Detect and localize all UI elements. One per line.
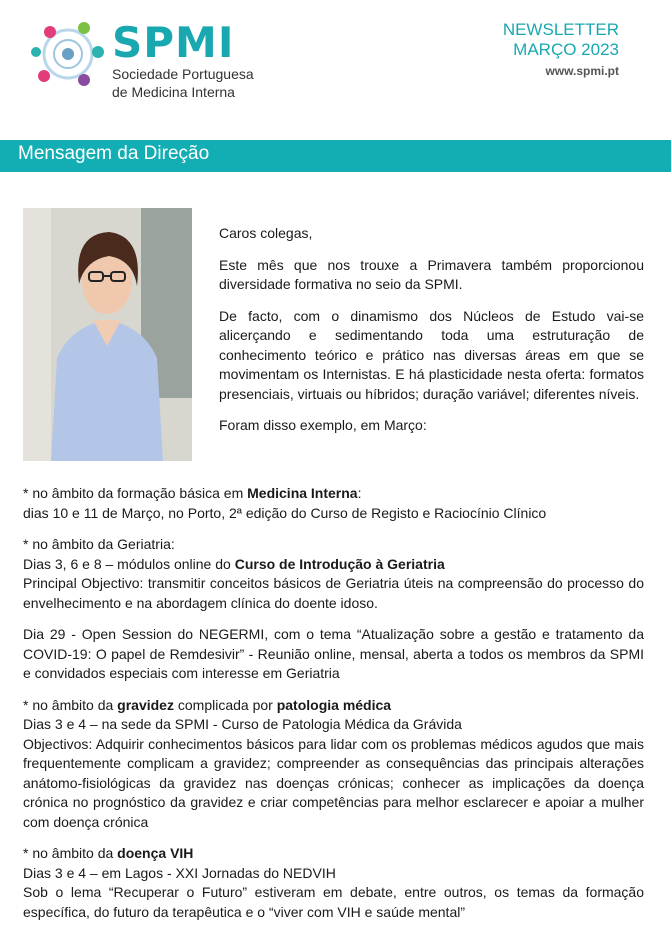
grav-text-bold-1: gravidez xyxy=(117,696,174,713)
grav-text-a: * no âmbito da xyxy=(23,696,118,713)
mi-text-bold: Medicina Interna xyxy=(247,485,358,501)
intro-paragraph-1: Este mês que nos trouxe a Primavera também proporcionou diversidade formativa no seio da SPMI. xyxy=(219,256,644,292)
section-banner xyxy=(0,140,671,172)
greeting: Caros colegas, xyxy=(219,225,313,241)
section-medicina-interna xyxy=(23,484,644,523)
grav-line-2: Dias 3 e 4 – na sede da SPMI - Curso de Patologia Médica da Grávida xyxy=(23,716,462,732)
ger-heading: * no âmbito da Geriatria: xyxy=(23,536,175,552)
mi-text-c: : xyxy=(357,485,362,501)
intro-paragraph-2: De facto, com o dinamismo dos Núcleos de Estudo vai-se alicerçando e sedimentando toda uma estruturação de conhecimento teórico e prático nas diversas áreas em que se movimentam os Internistas. E há plasticidade nesta oferta: formatos presenciais, virtuais ou híbridos; duração variável; diferentes níveis. xyxy=(219,307,644,402)
director-photo xyxy=(23,208,192,461)
mi-text-a: * no âmbito da formação básica em xyxy=(23,485,248,501)
newsletter-info xyxy=(503,20,619,81)
section-gravidez xyxy=(23,696,644,833)
ger-objective: Principal Objectivo: transmitir conceitos básicos de Geriatria úteis na compreensão do processo do envelhecimento e na abordagem clínica do doente idoso. xyxy=(23,575,644,611)
intro-paragraph-3: Foram disso exemplo, em Março: xyxy=(219,417,427,433)
grav-text-bold-2: patologia médica xyxy=(276,696,392,713)
brand-block xyxy=(112,18,254,100)
mi-line-2: dias 10 e 11 de Março, no Porto, 2ª edição do Curso de Registo e Raciocínio Clínico xyxy=(23,504,547,521)
org-name-line2: de Medicina Interna xyxy=(112,84,235,100)
section-title: Mensagem da Direção xyxy=(18,143,210,164)
article-body xyxy=(23,484,644,934)
spmi-logo-icon xyxy=(28,18,108,90)
website-link[interactable]: www.spmi.pt xyxy=(545,64,619,78)
section-negermi: Dia 29 - Open Session do NEGERMI, com o tema “Atualização sobre a gestão e tratamento da COVID-19: O papel de Remdesivir” - Reunião online, mensal, aberta a todos os membros da SPMI e convidados especiais com interesse em Geriatria xyxy=(23,626,644,681)
brand-name: SPMI xyxy=(112,18,235,67)
grav-objectives: Objectivos: Adquirir conhecimentos básicos para lidar com os problemas médicos agudos que mais frequentemente complicam a gravidez; compreender as consequências das principais alterações anátomo-fisiológicas da gravidez nas doenças crónicas; conhecer as implicações da doença crónica no prognóstico da gravidez e criar competências para melhor esclarecer e apoiar a mulher com doença crónica xyxy=(23,735,644,830)
ger-line-2a: Dias 3, 6 e 8 – módulos online do xyxy=(23,555,235,572)
vih-line-3: Sob o lema “Recuperar o Futuro” estiveram em debate, entre outros, os temas da formação específica, do futuro da terapêutica e o “viver com VIH e saúde mental” xyxy=(23,884,644,920)
portrait-image xyxy=(23,208,192,461)
newsletter-label: NEWSLETTER xyxy=(502,20,619,39)
org-name-line1: Sociedade Portuguesa xyxy=(112,66,254,82)
vih-text-a: * no âmbito da xyxy=(23,845,118,861)
section-geriatria xyxy=(23,535,644,613)
newsletter-date: MARÇO 2023 xyxy=(513,40,619,59)
ger-course-name: Curso de Introdução à Geriatria xyxy=(234,555,445,572)
grav-text-c: complicada por xyxy=(173,696,277,713)
vih-text-bold: doença VIH xyxy=(117,845,194,861)
section-vih xyxy=(23,844,644,922)
intro-text xyxy=(219,224,644,448)
vih-line-2: Dias 3 e 4 – em Lagos - XXI Jornadas do NEDVIH xyxy=(23,864,336,881)
